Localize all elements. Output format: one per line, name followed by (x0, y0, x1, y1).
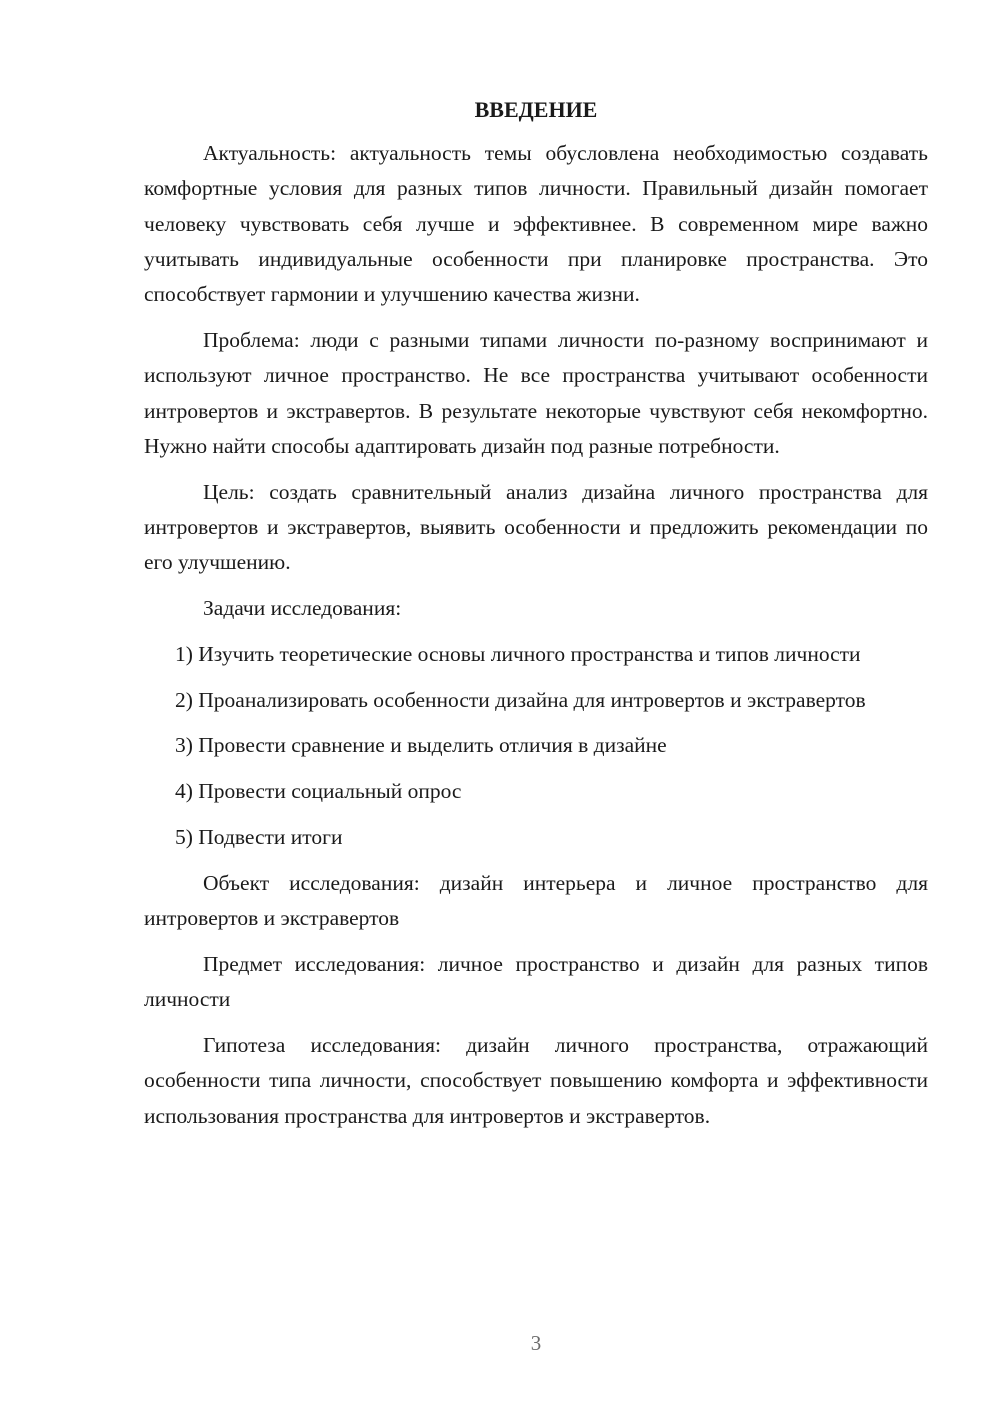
paragraph-object: Объект исследования: дизайн интерьера и личное пространство для интровертов и экстравертов (144, 870, 928, 931)
task-item-4: 4) Провести социальный опрос (175, 779, 462, 804)
task-list (144, 637, 928, 855)
paragraph-tasks-heading: Задачи исследования: (203, 596, 402, 621)
paragraph-subject: Предмет исследования: личное пространство и дизайн для разных типов личности (144, 951, 928, 1012)
task-item-1: 1) Изучить теоретические основы личного пространства и типов личности (175, 641, 861, 666)
paragraph-relevance: Актуальность: актуальность темы обусловлена необходимостью создавать комфортные условия для разных типов личности. Правильный дизайн помогает человеку чувствовать себя лучше и эффективнее. В современном мире важно учитывать индивидуальные особенности при планировке пространства. Это способствует гармонии и улучшению качества жизни. (144, 141, 928, 307)
paragraph-hypothesis: Гипотеза исследования: дизайн личного пространства, отражающий особенности типа личности, способствует повышению комфорта и эффективности использования пространства для интровертов и экстравертов. (144, 1033, 928, 1128)
page-content (144, 92, 928, 1144)
paragraph-problem: Проблема: люди с разными типами личности по-разному воспринимают и используют личное пространство. Не все пространства учитывают особенности интровертов и экстравертов. В результате некоторые чувствуют себя некомфортно. Нужно найти способы адаптировать дизайн под разные потребности. (144, 327, 928, 458)
page-title: ВВЕДЕНИЕ (474, 97, 598, 122)
page-number: 3 (530, 1331, 542, 1355)
paragraph-goal: Цель: создать сравнительный анализ дизайна личного пространства для интровертов и экстравертов, выявить особенности и предложить рекомендации по его улучшению. (144, 479, 928, 575)
task-item-5: 5) Подвести итоги (175, 825, 343, 850)
task-item-3: 3) Провести сравнение и выделить отличия в дизайне (175, 733, 667, 758)
task-item-2: 2) Проанализировать особенности дизайна для интровертов и экстравертов (175, 687, 866, 712)
